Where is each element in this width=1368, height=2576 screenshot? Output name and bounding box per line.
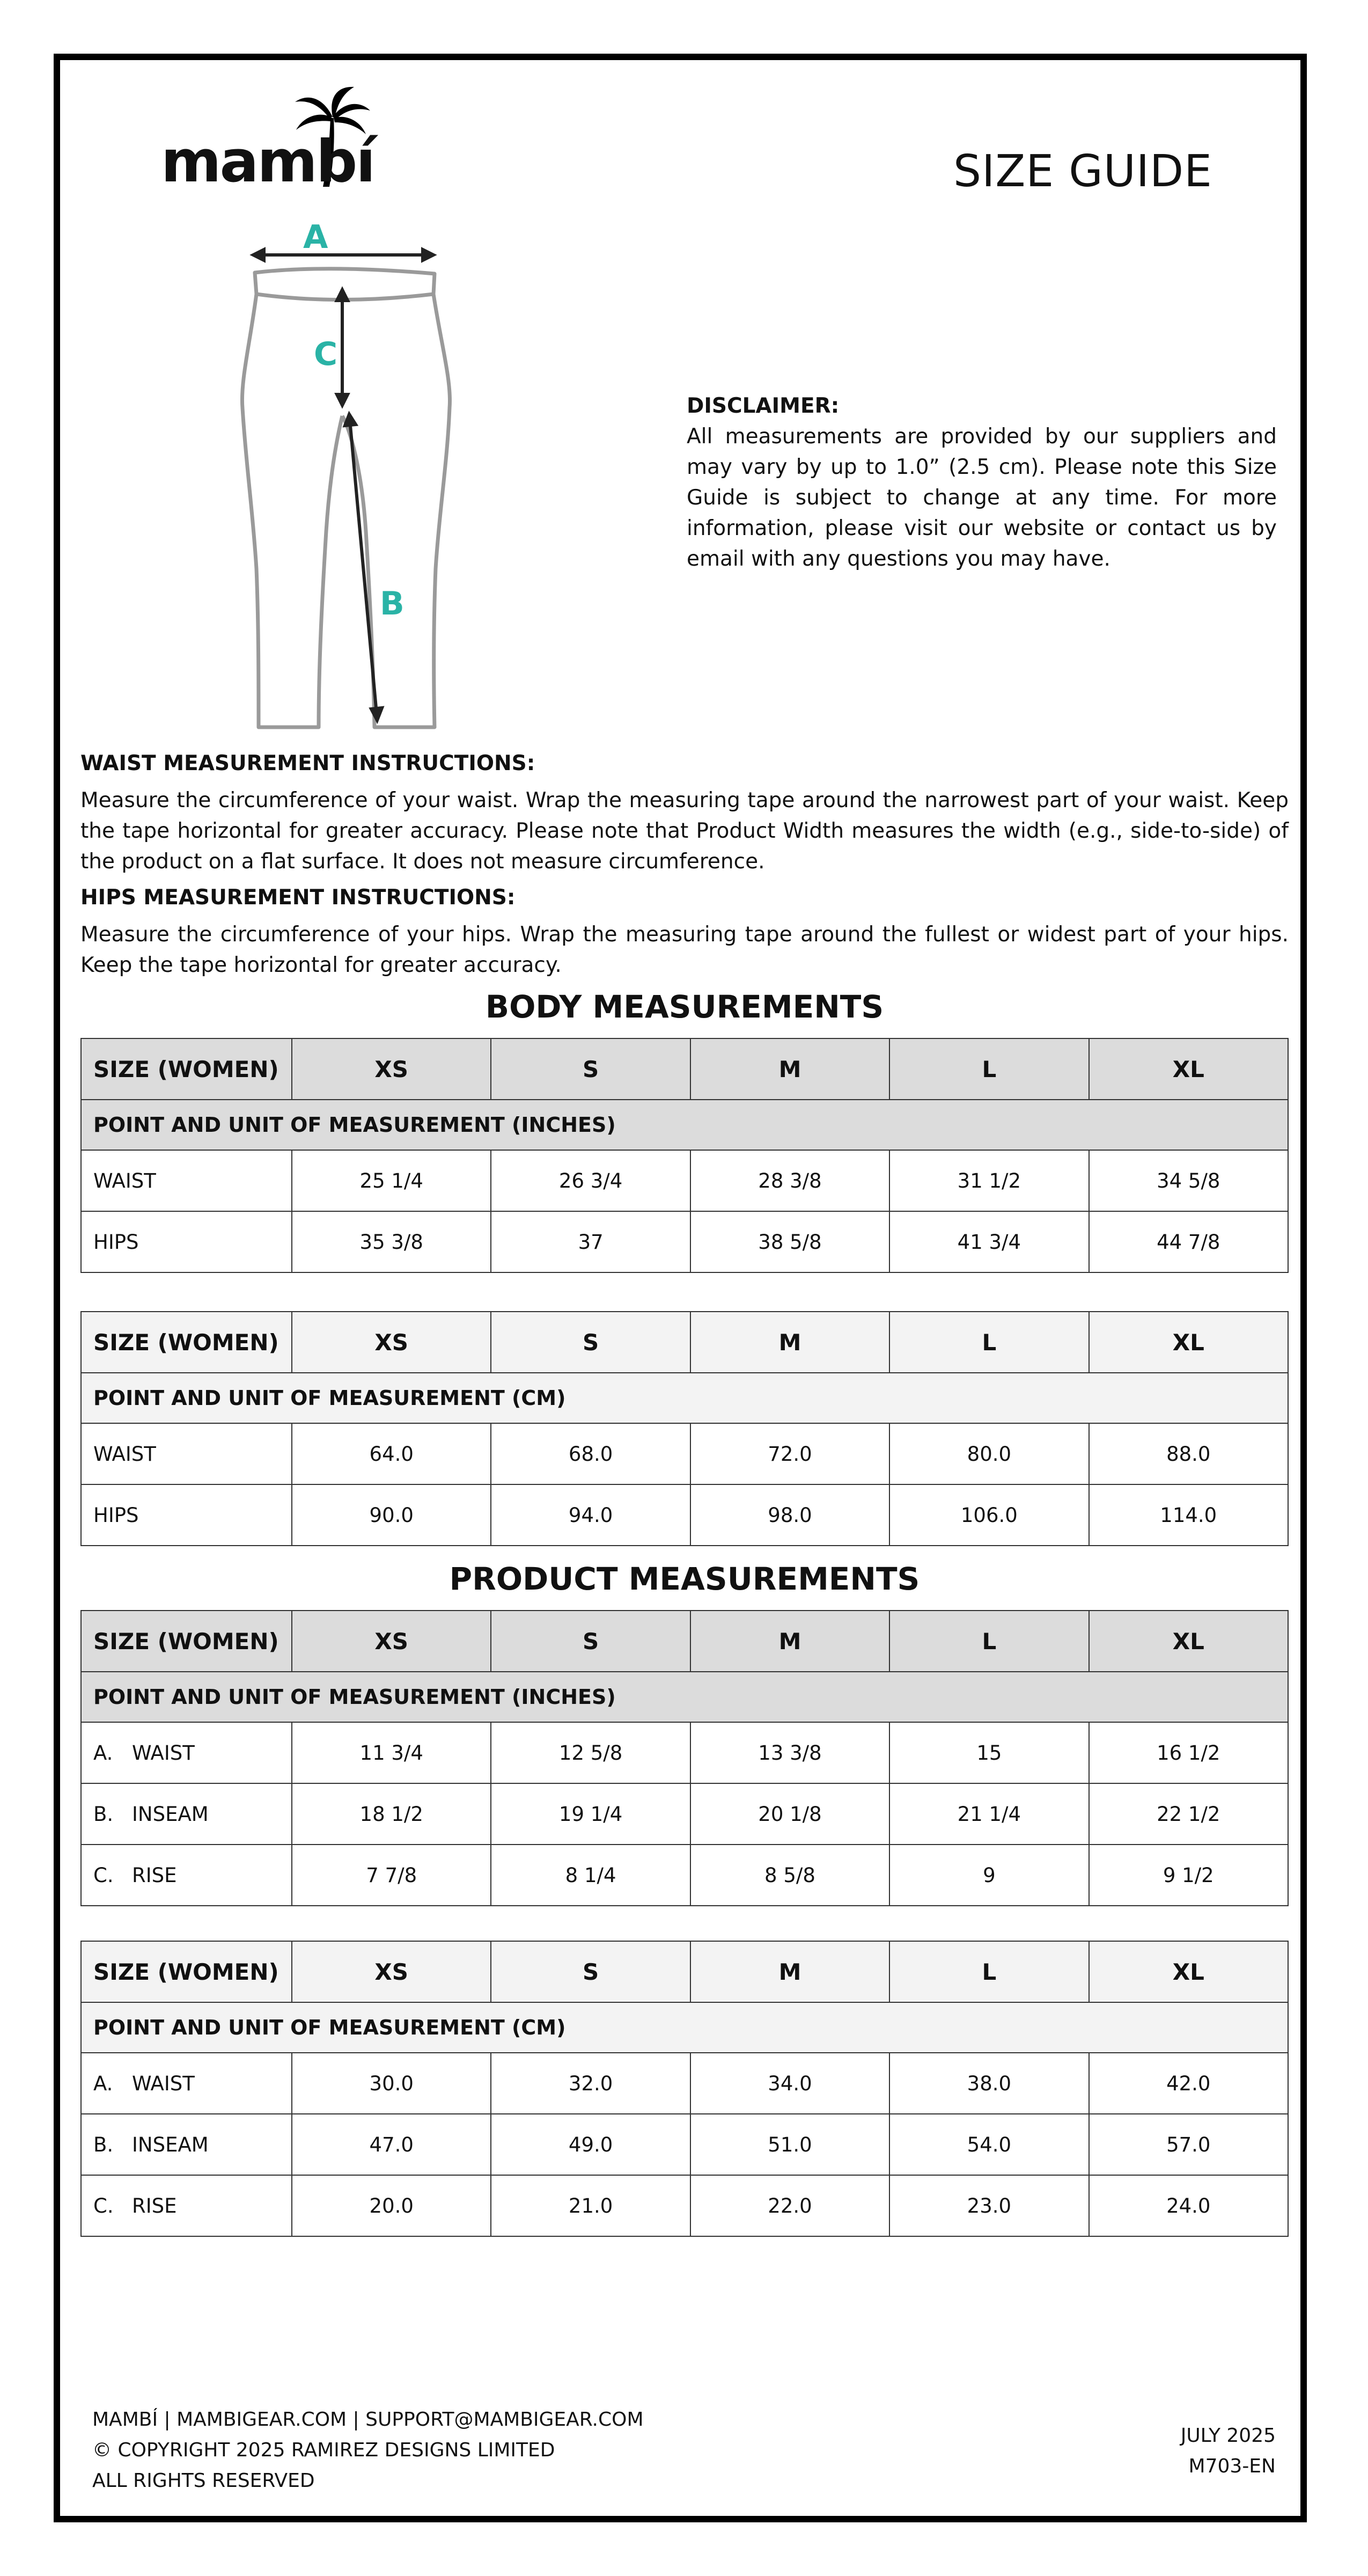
measurement-letter: C. [93,2194,114,2218]
measurement-value-cell: 44 7/8 [1089,1211,1288,1272]
measurement-letter: B. [93,1802,114,1826]
measurement-value-cell: 32.0 [491,2053,690,2114]
measurement-value-cell: 54.0 [889,2114,1088,2175]
size-header-cell: S [491,1611,690,1672]
measurement-value-cell: 51.0 [690,2114,889,2175]
measurement-value-cell: 41 3/4 [889,1211,1088,1272]
size-header-cell: L [889,1941,1088,2002]
product-measurements-title: PRODUCT MEASUREMENTS [449,1561,920,1597]
footer-copyright: © COPYRIGHT 2025 RAMIREZ DESIGNS LIMITED [92,2439,555,2461]
diagram-label-b: B [380,585,404,623]
diagram-label-c: C [314,335,338,373]
table-header-row [81,1941,1288,2002]
waist-instructions [80,748,1289,877]
measurement-label-cell [81,1484,292,1546]
measurement-value-cell: 30.0 [292,2053,491,2114]
size-header-cell: S [491,1941,690,2002]
measurement-label: WAIST [132,2072,195,2095]
hips-instructions [80,882,1289,980]
product-measurements-cm-table [80,1941,1289,2237]
size-header-cell: XS [292,1611,491,1672]
measurement-label: HIPS [93,1230,139,1254]
measurement-value-cell: 38.0 [889,2053,1088,2114]
leggings-diagram [231,215,472,735]
unit-label: POINT AND UNIT OF MEASUREMENT (CM) [81,2002,1288,2053]
measurement-value-cell: 47.0 [292,2114,491,2175]
body-measurements-cm-table [80,1311,1289,1546]
size-header-cell: XL [1089,1312,1288,1373]
size-header-cell: M [690,1038,889,1100]
table-header-row [81,1312,1288,1373]
measurement-value-cell: 80.0 [889,1423,1088,1484]
table-row [81,2114,1288,2175]
measurement-value-cell: 88.0 [1089,1423,1288,1484]
measurement-value-cell: 34 5/8 [1089,1150,1288,1211]
measurement-letter: B. [93,2133,114,2156]
measurement-value-cell: 20.0 [292,2175,491,2236]
measurement-value-cell: 8 1/4 [491,1845,690,1906]
size-column-label: SIZE (WOMEN) [81,1941,292,2002]
footer-contact: MAMBÍ | MAMBIGEAR.COM | SUPPORT@MAMBIGEAR.COM [92,2409,644,2431]
footer-date: JULY 2025 [1180,2425,1276,2447]
measurement-label: RISE [132,1863,177,1887]
measurement-label-cell [81,1722,292,1783]
logo-text: mambí [161,128,374,195]
table-row [81,2053,1288,2114]
measurement-value-cell: 22 1/2 [1089,1783,1288,1845]
measurement-label-cell [81,1150,292,1211]
size-header-cell: M [690,1611,889,1672]
footer-right [1181,2420,1276,2482]
measurement-value-cell: 94.0 [491,1484,690,1546]
unit-label: POINT AND UNIT OF MEASUREMENT (CM) [81,1373,1288,1423]
page-title: SIZE GUIDE [953,146,1212,197]
measurement-value-cell: 38 5/8 [690,1211,889,1272]
size-header-cell: XS [292,1038,491,1100]
size-header-cell: XS [292,1941,491,2002]
unit-row [81,1672,1288,1722]
measurement-value-cell: 37 [491,1211,690,1272]
measurement-value-cell: 106.0 [889,1484,1088,1546]
brand-logo [156,86,381,193]
measurement-value-cell: 9 [889,1845,1088,1906]
measurement-value-cell: 26 3/4 [491,1150,690,1211]
measurement-value-cell: 21 1/4 [889,1783,1088,1845]
table-row [81,1423,1288,1484]
disclaimer-text: All measurements are provided by our suppliers and may vary by up to 1.0” (2.5 cm). Please note this Size Guide is subject to change at any time. For more information, please visit our website or contact us by email with any questions you may have. [687,425,1277,571]
measurement-label-cell [81,2114,292,2175]
measurement-value-cell: 64.0 [292,1423,491,1484]
unit-label: POINT AND UNIT OF MEASUREMENT (INCHES) [81,1672,1288,1722]
measurement-value-cell: 114.0 [1089,1484,1288,1546]
measurement-value-cell: 21.0 [491,2175,690,2236]
measurement-label: HIPS [93,1503,139,1527]
measurement-value-cell: 11 3/4 [292,1722,491,1783]
measurement-label-cell [81,2053,292,2114]
table-row [81,1484,1288,1546]
size-header-cell: L [889,1038,1088,1100]
size-header-cell: XL [1089,1941,1288,2002]
measurement-value-cell: 7 7/8 [292,1845,491,1906]
unit-row [81,1100,1288,1150]
unit-label: POINT AND UNIT OF MEASUREMENT (INCHES) [81,1100,1288,1150]
size-header-cell: L [889,1611,1088,1672]
table-row [81,2175,1288,2236]
footer-rights: ALL RIGHTS RESERVED [92,2470,315,2492]
measurement-value-cell: 68.0 [491,1423,690,1484]
table-row [81,1150,1288,1211]
table-header-row [81,1611,1288,1672]
measurement-value-cell: 8 5/8 [690,1845,889,1906]
unit-row [81,1373,1288,1423]
measurement-letter: A. [93,2072,113,2095]
measurement-label-cell [81,1211,292,1272]
size-header-cell: S [491,1038,690,1100]
measurement-value-cell: 22.0 [690,2175,889,2236]
table-row [81,1783,1288,1845]
diagram-label-a: A [303,218,328,256]
measurement-letter: C. [93,1863,114,1887]
hips-instructions-text: Measure the circumference of your hips. Wrap the measuring tape around the fullest or widest part of your hips. Keep the tape horizontal for greater accuracy. [80,923,1289,977]
measurement-value-cell: 42.0 [1089,2053,1288,2114]
size-header-cell: M [690,1312,889,1373]
disclaimer [687,391,1277,574]
disclaimer-heading: DISCLAIMER: [687,394,840,418]
measurement-value-cell: 35 3/8 [292,1211,491,1272]
measurement-value-cell: 90.0 [292,1484,491,1546]
size-header-cell: XL [1089,1038,1288,1100]
measurement-value-cell: 23.0 [889,2175,1088,2236]
size-header-cell: XS [292,1312,491,1373]
measurement-value-cell: 98.0 [690,1484,889,1546]
measurement-label: WAIST [132,1741,195,1765]
measurement-label: INSEAM [132,2133,209,2156]
measurement-value-cell: 72.0 [690,1423,889,1484]
measurement-value-cell: 57.0 [1089,2114,1288,2175]
size-header-cell: L [889,1312,1088,1373]
footer-code: M703-EN [1188,2455,1276,2477]
size-column-label: SIZE (WOMEN) [81,1611,292,1672]
measurement-value-cell: 18 1/2 [292,1783,491,1845]
measurement-label-cell [81,1423,292,1484]
measurement-label: WAIST [93,1442,156,1466]
measurement-label-cell [81,1845,292,1906]
measurement-value-cell: 19 1/4 [491,1783,690,1845]
measurement-value-cell: 15 [889,1722,1088,1783]
waist-instructions-heading: WAIST MEASUREMENT INSTRUCTIONS: [80,751,535,775]
size-header-cell: XL [1089,1611,1288,1672]
measurement-value-cell: 12 5/8 [491,1722,690,1783]
measurement-value-cell: 25 1/4 [292,1150,491,1211]
measurement-value-cell: 28 3/8 [690,1150,889,1211]
measurement-value-cell: 16 1/2 [1089,1722,1288,1783]
table-row [81,1845,1288,1906]
measurement-label: RISE [132,2194,177,2218]
measurement-label: WAIST [93,1169,156,1192]
size-header-cell: S [491,1312,690,1373]
product-measurements-inches-table [80,1610,1289,1906]
measurement-value-cell: 31 1/2 [889,1150,1088,1211]
measurement-value-cell: 9 1/2 [1089,1845,1288,1906]
size-column-label: SIZE (WOMEN) [81,1038,292,1100]
table-header-row [81,1038,1288,1100]
size-column-label: SIZE (WOMEN) [81,1312,292,1373]
body-measurements-inches-table [80,1038,1289,1273]
footer-left [92,2404,644,2496]
measurement-value-cell: 49.0 [491,2114,690,2175]
measurement-label: INSEAM [132,1802,209,1826]
measurement-value-cell: 13 3/8 [690,1722,889,1783]
body-measurements-title: BODY MEASUREMENTS [485,989,884,1025]
unit-row [81,2002,1288,2053]
measurement-value-cell: 20 1/8 [690,1783,889,1845]
hips-instructions-heading: HIPS MEASUREMENT INSTRUCTIONS: [80,885,516,910]
table-row [81,1211,1288,1272]
measurement-value-cell: 34.0 [690,2053,889,2114]
table-row [81,1722,1288,1783]
size-header-cell: M [690,1941,889,2002]
measurement-value-cell: 24.0 [1089,2175,1288,2236]
waist-instructions-text: Measure the circumference of your waist. Wrap the measuring tape around the narrowest part of your waist. Keep the tape horizontal for greater accuracy. Please note that Product Width measures the width (e.g., side-to-side) of the product on a flat surface. It does not measure circumference. [80,788,1289,874]
measurement-label-cell [81,2175,292,2236]
measurement-letter: A. [93,1741,113,1765]
measurement-label-cell [81,1783,292,1845]
